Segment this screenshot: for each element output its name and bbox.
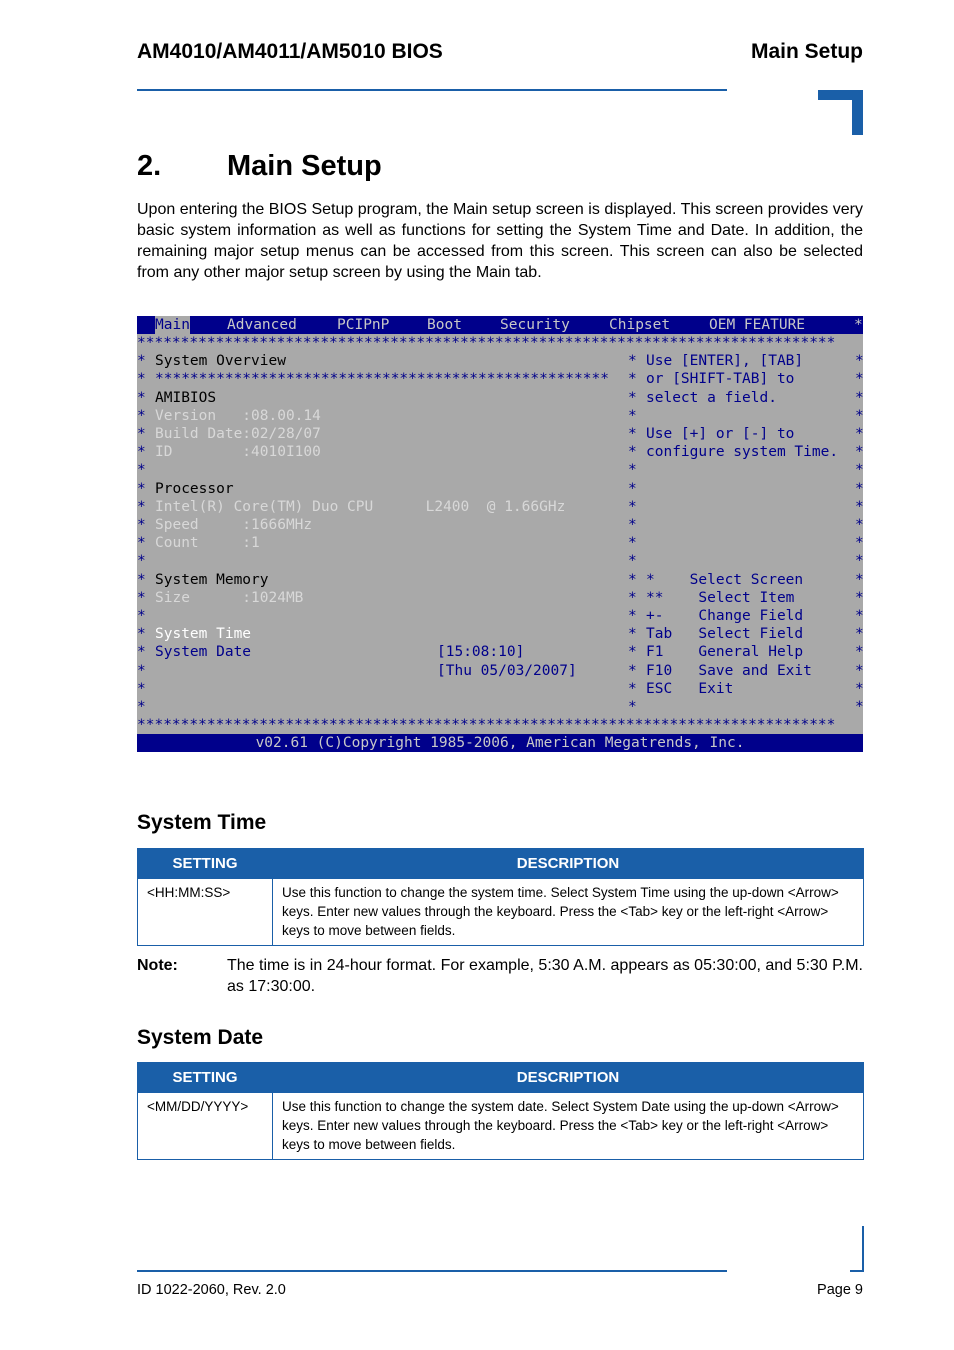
bios-tab-main: Main xyxy=(155,317,190,333)
bios-system-time-value: [15:08:10] xyxy=(437,644,525,661)
bios-border-star: * xyxy=(855,680,864,697)
bios-tab-advanced: Advanced xyxy=(227,317,297,333)
bios-border-star: * xyxy=(137,480,146,497)
system-time-heading: System Time xyxy=(137,811,267,834)
bios-tab-security: Security xyxy=(500,317,570,333)
bios-divider-star: * xyxy=(628,517,637,533)
bios-border-star: * xyxy=(855,589,864,606)
bios-border-star: * xyxy=(137,662,146,679)
bios-field-label: Speed :1666MHz xyxy=(155,517,313,533)
doc-header-section: Main Setup xyxy=(750,40,863,63)
bios-border-star: * xyxy=(137,699,146,715)
bios-divider-star: * xyxy=(628,480,637,497)
bios-border-line: ******************************************************************************** xyxy=(137,335,836,351)
bios-help-text: ** Select Item xyxy=(646,589,795,606)
bios-field-label: Version :08.00.14 xyxy=(155,407,321,424)
bios-border-star: * xyxy=(137,462,146,479)
bios-field-label: Count :1 xyxy=(155,535,260,552)
bios-help-text: Tab Select Field xyxy=(646,626,804,643)
bios-divider-star: * xyxy=(628,589,637,606)
bios-field-label: System Overview xyxy=(155,353,286,370)
bios-border-star: * xyxy=(855,626,864,643)
bios-border-star: * xyxy=(855,517,864,533)
bios-border-star: * xyxy=(137,680,146,697)
bios-tab-pcipnp: PCIPnP xyxy=(337,317,390,333)
bios-border-star: * xyxy=(855,535,864,552)
bios-field-label: AMIBIOS xyxy=(155,389,217,406)
corner-mark xyxy=(818,90,863,135)
table-row xyxy=(138,1093,864,1160)
bios-border-star: * xyxy=(855,480,864,497)
bios-tab-oem-feature: OEM FEATURE xyxy=(709,317,806,333)
bios-divider-star: * xyxy=(628,426,637,442)
column-header-setting: SETTING xyxy=(138,1063,273,1093)
bios-border-star: * xyxy=(137,498,146,515)
system-date-table xyxy=(137,1062,864,1160)
bios-help-text: or [SHIFT-TAB] to xyxy=(646,371,795,388)
description-cell: Use this function to change the system date. Select System Date using the up-down <Arrow> keys. Enter new values through the keyboard. Press the <Tab> key or the left-right <Arrow> keys to move between fields. xyxy=(273,1093,864,1160)
bios-help-text: Use [+] or [-] to xyxy=(646,426,795,442)
bios-border-star: * xyxy=(855,462,864,479)
bios-border-star: * xyxy=(137,644,146,661)
bios-border-star: * xyxy=(855,644,864,661)
bios-field-label: Build Date:02/28/07 xyxy=(155,426,321,442)
bios-divider-star: * xyxy=(628,407,637,424)
bios-divider-star: * xyxy=(628,498,637,515)
note-text: The time is in 24-hour format. For example, 5:30 A.M. appears as 05:30:00, and 5:30 P.M. as 17:30:00. xyxy=(227,957,863,995)
header-rule xyxy=(137,89,727,91)
bios-border-star: * xyxy=(855,371,864,388)
bios-field-label: Intel(R) Core(TM) Duo CPU L2400 @ 1.66GHz xyxy=(155,498,566,515)
bios-tab-chipset: Chipset xyxy=(609,317,671,333)
bios-divider-star: * xyxy=(628,680,637,697)
bios-help-text: F10 Save and Exit xyxy=(646,662,812,679)
bios-menu-bar xyxy=(137,316,863,334)
bios-border-star: * xyxy=(855,444,864,461)
bios-border-star: * xyxy=(137,571,146,588)
bios-border-star: * xyxy=(855,498,864,515)
column-header-description: DESCRIPTION xyxy=(273,849,864,879)
bios-divider-star: * xyxy=(628,389,637,406)
setting-cell: <HH:MM:SS> xyxy=(138,879,273,946)
bios-border-star: * xyxy=(137,535,146,552)
chapter-heading xyxy=(137,150,382,183)
bios-border-star: * xyxy=(855,553,864,570)
bios-border-star: * xyxy=(137,553,146,570)
bios-border-star: * xyxy=(137,353,146,370)
column-header-setting: SETTING xyxy=(138,849,273,879)
page-number: Page 9 xyxy=(817,1282,863,1298)
bios-border-star: * xyxy=(855,389,864,406)
bios-divider-star: * xyxy=(628,553,637,570)
document-id: ID 1022-2060, Rev. 2.0 xyxy=(137,1282,286,1298)
bios-field-label: Processor xyxy=(155,480,234,497)
bios-border-star: * xyxy=(855,699,864,715)
bios-border-star: * xyxy=(855,571,864,588)
bios-field-label: **************************************************** xyxy=(155,371,609,388)
bios-field-label: System Date xyxy=(155,644,252,661)
system-date-heading: System Date xyxy=(137,1026,264,1049)
bios-divider-star: * xyxy=(628,626,637,643)
bios-field-label: System Time xyxy=(155,626,252,643)
bios-border-star: * xyxy=(855,426,864,442)
bios-border-star: * xyxy=(137,608,146,624)
system-time-table xyxy=(137,848,864,946)
footer-rule xyxy=(137,1270,727,1272)
bios-border-star: * xyxy=(137,407,146,424)
bios-help-text: F1 General Help xyxy=(646,644,804,661)
bios-divider-star: * xyxy=(628,644,637,661)
bios-border-star: * xyxy=(137,371,146,388)
bios-border-star: * xyxy=(137,389,146,406)
bios-help-text: select a field. xyxy=(646,389,777,406)
bios-divider-star: * xyxy=(628,535,637,552)
bios-help-text: ESC Exit xyxy=(646,680,734,697)
doc-header-title: AM4010/AM4011/AM5010 BIOS xyxy=(137,40,443,63)
bios-border-star: * xyxy=(855,353,864,370)
bios-help-text: * Select Screen xyxy=(646,571,804,588)
note-label: Note: xyxy=(137,957,178,974)
chapter-number: 2. xyxy=(137,150,162,182)
bios-divider-star: * xyxy=(628,699,637,715)
description-cell: Use this function to change the system time. Select System Time using the up-down <Arrow> keys. Enter new values through the keyboard. Press the <Tab> key or the left-right <Arrow> keys to move between fields. xyxy=(273,879,864,946)
bios-field-label: ID :4010I100 xyxy=(155,444,321,461)
bios-border-star: * xyxy=(855,608,864,624)
corner-mark xyxy=(850,1226,864,1272)
bios-border-star: * xyxy=(137,626,146,643)
bios-field-label: Size :1024MB xyxy=(155,589,304,606)
bios-border-star: * xyxy=(137,517,146,533)
bios-border-star: * xyxy=(137,589,146,606)
bios-divider-star: * xyxy=(628,353,637,370)
bios-border-line: ******************************************************************************** xyxy=(137,717,836,734)
table-row xyxy=(138,879,864,946)
bios-divider-star: * xyxy=(628,462,637,479)
bios-divider-star: * xyxy=(628,371,637,388)
bios-help-text: Use [ENTER], [TAB] xyxy=(646,353,804,370)
bios-border-star: * xyxy=(855,662,864,679)
bios-help-text: configure system Time. xyxy=(646,444,839,461)
bios-tab-boot: Boot xyxy=(427,317,462,333)
bios-divider-star: * xyxy=(628,662,637,679)
bios-field-label: System Memory xyxy=(155,571,269,588)
bios-copyright: v02.61 (C)Copyright 1985-2006, American Megatrends, Inc. xyxy=(137,734,863,752)
bios-screenshot xyxy=(137,316,863,752)
bios-border-star: * xyxy=(137,426,146,442)
bios-divider-star: * xyxy=(628,444,637,461)
bios-border-star: * xyxy=(137,444,146,461)
bios-divider-star: * xyxy=(628,571,637,588)
intro-paragraph: Upon entering the BIOS Setup program, the Main setup screen is displayed. This screen provides very basic system information as well as functions for setting the System Time and Date. In addition, the remaining major setup menus can be accessed from this screen. This screen can also be selected from any other major setup screen by using the Main tab. xyxy=(137,201,863,281)
chapter-title: Main Setup xyxy=(227,150,382,182)
bios-divider-star: * xyxy=(628,608,637,624)
bios-help-text: +- Change Field xyxy=(646,608,804,624)
setting-cell: <MM/DD/YYYY> xyxy=(138,1093,273,1160)
bios-system-date-value: [Thu 05/03/2007] xyxy=(437,662,577,679)
column-header-description: DESCRIPTION xyxy=(273,1063,864,1093)
bios-menu-end: * xyxy=(854,317,863,333)
bios-border-star: * xyxy=(855,407,864,424)
